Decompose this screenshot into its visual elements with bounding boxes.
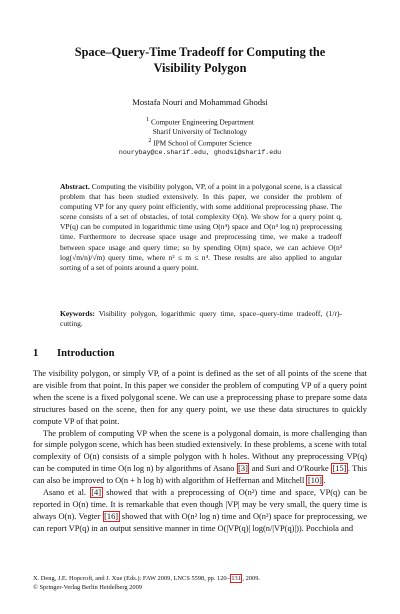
citation-link[interactable]: [15] bbox=[332, 464, 347, 474]
abstract bbox=[60, 182, 342, 273]
citation-link[interactable]: [16] bbox=[104, 511, 119, 521]
footer-citation: X. Deng, J.E. Hopcroft, and J. Xue (Eds.): FAW 2009, LNCS 5598, pp. 120– 131 , 2009. bbox=[33, 575, 260, 582]
title-line-1: Space–Query-Time Tradeoff for Computing the bbox=[74, 45, 326, 59]
section-number: 1 bbox=[33, 348, 39, 359]
section-title: Introduction bbox=[57, 348, 115, 359]
page-footer bbox=[33, 575, 367, 592]
author-emails: nourybay@ce.sharif.edu, ghodsi@sharif.edu bbox=[118, 148, 282, 156]
abstract-text: Computing the visibility polygon, VP, of a point in a polygonal scene, is a classical problem that has been studied extensively. In this paper, we consider the problem of computing VP for any query point efficiently, with some additional preprocessing phase. The scene consists of a set of obstacles, of total complexity O(n). We show for a query point q, VP(q) can be computed in logarithmic time using O(n⁴) space and O(n⁴ log n) preprocessing time. Furthermore to decrease space usage and preprocessing time, we make a tradeoff between space usage and query time; so by spending O(m) space, we can achieve O(n² log(√m/n)/√m) query time, where n² ≤ m ≤ n⁴. These results are also applied to angular sorting of a set of points around a query point. bbox=[60, 182, 342, 272]
keywords bbox=[60, 309, 342, 329]
paragraph-1: The visibility polygon, or simply VP, of a point is defined as the set of all points of the scene that are visible from that point. In this paper we consider the problem of computing VP of a query point when the scene is a fixed polygonal scene. We can use a preprocessing phase to prepare some data structures based on the scene, then for any query point, we use these data structures to quickly compute VP of that point. bbox=[33, 369, 367, 426]
affiliations bbox=[0, 116, 400, 157]
affiliation-line-2: Sharif University of Technology bbox=[152, 127, 248, 137]
paper-title bbox=[20, 44, 380, 76]
citation-link[interactable]: [4] bbox=[91, 488, 102, 498]
author-list: Mostafa Nouri and Mohammad Ghodsi bbox=[132, 97, 268, 107]
paragraph-2: The problem of computing VP when the scene is a polygonal domain, is more challenging than for simple polygon scene, which has been studied extensively. In these problems, a scene with total complexity of O(n) consists of a simple polygon with h holes. Without any preprocessing VP(q) can be computed in time O(n log n) by algorithms of Asano [3] and Suri and O'Rourke [15] . This can also be improved to O(n + h log h) with algorithm of Heffernan and Mitchell [10] . bbox=[33, 428, 367, 486]
section-heading bbox=[33, 348, 115, 359]
page-range-link[interactable]: 131 bbox=[231, 575, 241, 582]
affiliation-line-1: $^1$ Computer Engineering Department bbox=[146, 117, 254, 127]
copyright-line: © Springer-Verlag Berlin Heidelberg 2009 bbox=[33, 583, 142, 591]
keywords-label: Keywords: bbox=[60, 309, 95, 318]
citation-link[interactable]: [3] bbox=[238, 464, 248, 474]
title-line-2: Visibility Polygon bbox=[153, 61, 247, 75]
citation-link[interactable]: [10] bbox=[307, 476, 322, 486]
affiliation-line-3: $^2$ IPM School of Computer Science bbox=[148, 137, 252, 148]
keywords-text: Visibility polygon, logarithmic query time, space–query-time tradeoff, (1/r)-cutting. bbox=[60, 309, 342, 329]
introduction-body bbox=[33, 368, 367, 535]
paragraph-3: Asano et al. [4] showed that with a preprocessing of O(n²) time and space, VP(q) can be reported in O(n) time. It is remarkable that even though |VP| may be very small, the query time is always O(n). Vegter [16] showed that with O(n² log n) time and O(n²) space for preprocessing, we can report VP(q) in an output sensitive manner in time O(|VP(q)| log(n/|VP(q)|)). Pocchiola and bbox=[33, 488, 367, 533]
abstract-label: Abstract. bbox=[60, 182, 90, 191]
